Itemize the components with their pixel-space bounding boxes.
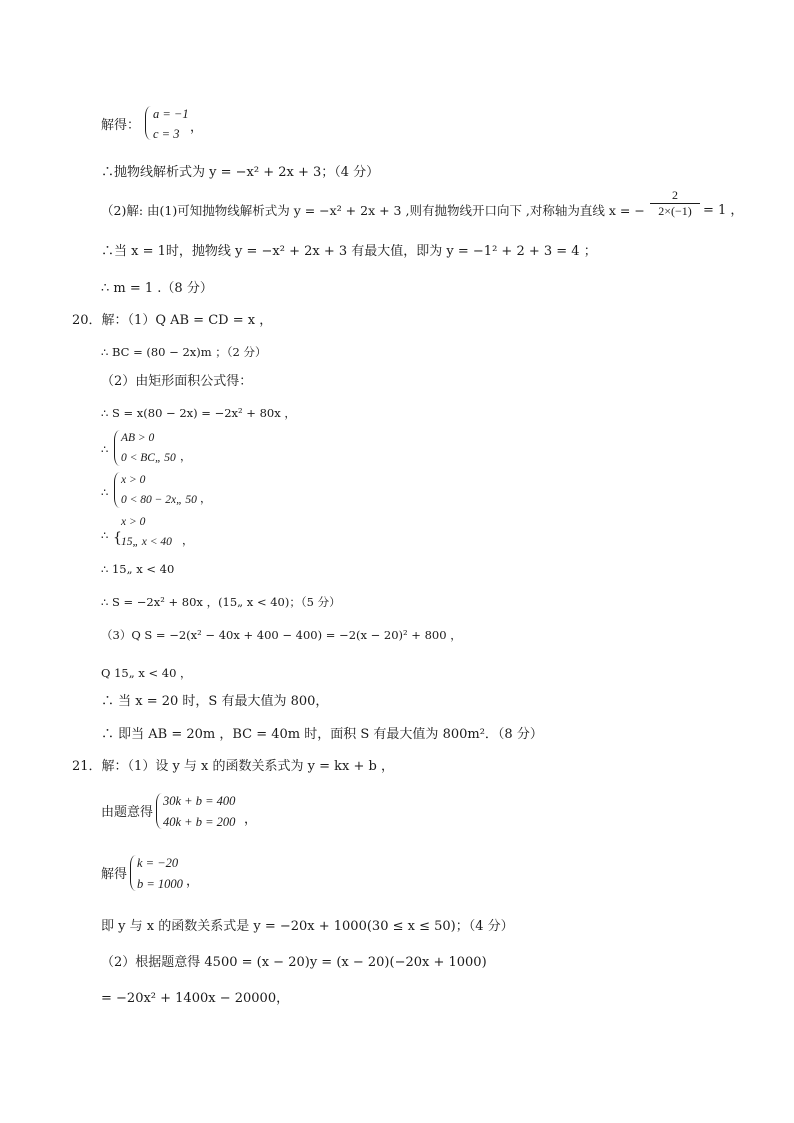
- area-expression-line: ∴ S = x(80 − 2x) = −2x² + 80x ，: [101, 406, 296, 420]
- equation-30k: 30k + b = 400: [163, 794, 236, 808]
- punctuation: ，: [186, 874, 200, 889]
- max-area-line: ∴ 当 x = 20 时，S 有最大值为 800，: [101, 694, 329, 709]
- part3-completing-square: （3）Q S = −2(x² − 40x + 400 − 400) = −2(x − 20)² + 800 ，: [101, 628, 462, 642]
- range-reminder-line: Q 15„ x < 40 ，: [101, 666, 192, 680]
- fraction-denominator: 2×(−1): [650, 203, 700, 219]
- problem-20-heading: 20．解：（1）Q AB = CD = x ，: [72, 313, 273, 328]
- solution-label: 解得：: [101, 118, 141, 133]
- constraint-80-2x: 0 < 80 − 2x„ 50: [121, 494, 197, 506]
- bc-expression-line: ∴ BC = (80 − 2x)m ；（2 分）: [101, 345, 267, 359]
- axis-fraction: [650, 188, 700, 219]
- punctuation: ，: [244, 812, 258, 827]
- constraint-x: x > 0: [121, 474, 146, 486]
- solution-label: 解得: [101, 867, 128, 882]
- fraction-result: = 1 ，: [703, 203, 744, 218]
- m-value-line: ∴ m = 1 .（8 分）: [101, 281, 213, 296]
- constraint-ab: AB > 0: [121, 432, 155, 444]
- equation-40k: 40k + b = 200: [163, 815, 236, 829]
- range-line: ∴ 15„ x < 40: [101, 562, 175, 576]
- expanded-equation-line: = −20x² + 1400x − 20000，: [101, 991, 290, 1006]
- constraint-range: 15„ x < 40: [121, 536, 172, 548]
- system-eq-c: c = 3: [153, 127, 180, 141]
- punctuation: ，: [180, 449, 192, 463]
- fraction-numerator: 2: [672, 188, 678, 202]
- system-brace: {: [113, 530, 122, 546]
- area-formula-intro: （2）由矩形面积公式得：: [101, 374, 253, 389]
- constraint-bc: 0 < BC„ 50: [121, 452, 176, 464]
- part2-solution-line: （2)解: 由(1)可知抛物线解析式为 y = −x² + 2x + 3 ,则有抛物线开口向下 ,对称轴为直线 x = −: [101, 203, 645, 218]
- punctuation: ，: [200, 491, 212, 505]
- linear-function-line: 即 y 与 x 的函数关系式是 y = −20x + 1000(30 ≤ x ≤ 50)；（4 分）: [101, 919, 514, 934]
- therefore-symbol: ∴: [101, 528, 109, 542]
- area-function-line: ∴ S = −2x² + 80x ，(15„ x < 40)；（5 分）: [101, 595, 341, 609]
- system-brace: [145, 106, 153, 140]
- therefore-symbol: ∴: [101, 442, 109, 456]
- problem-21-heading: 21．解：（1）设 y 与 x 的函数关系式为 y = kx + b ，: [72, 759, 394, 774]
- solution-b: b = 1000: [137, 877, 183, 891]
- system-eq-a: a = −1: [153, 107, 189, 121]
- solution-k: k = −20: [137, 856, 179, 870]
- therefore-symbol: ∴: [101, 485, 109, 499]
- conclusion-line: ∴ 即当 AB = 20m ，BC = 40m 时，面积 S 有最大值为 800m²．（8 分）: [101, 727, 543, 742]
- constraint-x: x > 0: [121, 516, 146, 528]
- part2-equation-line: （2）根据题意得 4500 = (x − 20)y = (x − 20)(−20x + 1000): [101, 955, 487, 970]
- punctuation: ，: [190, 120, 204, 135]
- system-intro-label: 由题意得: [101, 805, 154, 820]
- parabola-expression-line: ∴抛物线解析式为 y = −x² + 2x + 3；（4 分）: [101, 165, 380, 180]
- max-value-line: ∴当 x = 1时，抛物线 y = −x² + 2x + 3 有最大值，即为 y = −1² + 2 + 3 = 4 ；: [101, 244, 597, 259]
- punctuation: ，: [182, 533, 194, 547]
